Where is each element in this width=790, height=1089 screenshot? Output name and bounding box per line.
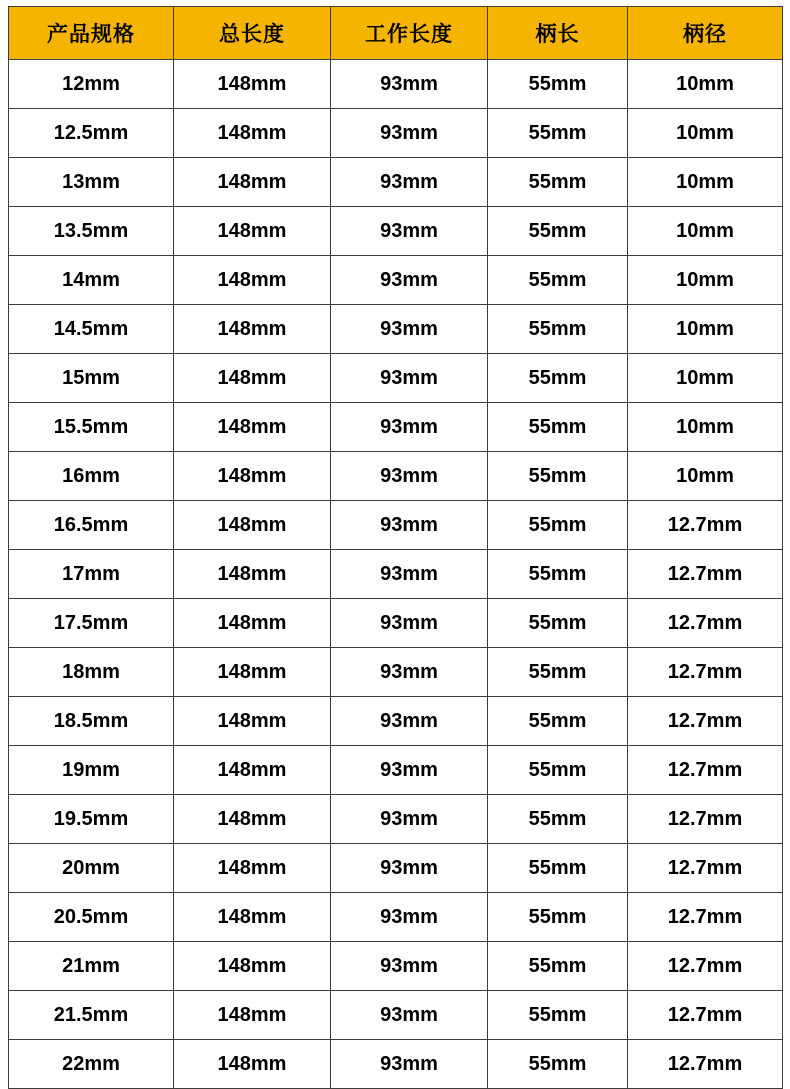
table-row: [9, 403, 783, 452]
cell-working-length: 93mm: [331, 795, 488, 844]
cell-product-spec: 13.5mm: [9, 207, 174, 256]
cell-working-length: 93mm: [331, 452, 488, 501]
cell-shank-length: 55mm: [488, 746, 628, 795]
cell-shank-length: 55mm: [488, 158, 628, 207]
column-header-product-spec: 产品规格: [9, 7, 174, 60]
table-row: [9, 256, 783, 305]
cell-product-spec: 12mm: [9, 60, 174, 109]
cell-shank-length: 55mm: [488, 207, 628, 256]
cell-shank-diameter: 12.7mm: [628, 697, 783, 746]
column-header-working-length: 工作长度: [331, 7, 488, 60]
cell-product-spec: 21.5mm: [9, 991, 174, 1040]
table-row: [9, 648, 783, 697]
cell-product-spec: 15mm: [9, 354, 174, 403]
specification-table: [8, 6, 783, 1089]
cell-working-length: 93mm: [331, 501, 488, 550]
cell-shank-length: 55mm: [488, 795, 628, 844]
cell-total-length: 148mm: [174, 795, 331, 844]
cell-working-length: 93mm: [331, 746, 488, 795]
cell-working-length: 93mm: [331, 403, 488, 452]
cell-product-spec: 16mm: [9, 452, 174, 501]
cell-shank-length: 55mm: [488, 452, 628, 501]
column-header-shank-diameter: 柄径: [628, 7, 783, 60]
cell-product-spec: 15.5mm: [9, 403, 174, 452]
cell-shank-length: 55mm: [488, 697, 628, 746]
cell-shank-diameter: 12.7mm: [628, 1040, 783, 1089]
cell-working-length: 93mm: [331, 256, 488, 305]
cell-total-length: 148mm: [174, 207, 331, 256]
cell-shank-length: 55mm: [488, 501, 628, 550]
table-row: [9, 501, 783, 550]
cell-shank-length: 55mm: [488, 844, 628, 893]
table-row: [9, 354, 783, 403]
cell-shank-length: 55mm: [488, 893, 628, 942]
cell-product-spec: 16.5mm: [9, 501, 174, 550]
cell-shank-diameter: 12.7mm: [628, 746, 783, 795]
cell-shank-length: 55mm: [488, 648, 628, 697]
cell-total-length: 148mm: [174, 550, 331, 599]
cell-shank-length: 55mm: [488, 1040, 628, 1089]
cell-total-length: 148mm: [174, 109, 331, 158]
cell-shank-diameter: 10mm: [628, 305, 783, 354]
cell-total-length: 148mm: [174, 501, 331, 550]
cell-product-spec: 14.5mm: [9, 305, 174, 354]
cell-shank-diameter: 12.7mm: [628, 795, 783, 844]
cell-shank-length: 55mm: [488, 256, 628, 305]
table-row: [9, 795, 783, 844]
cell-total-length: 148mm: [174, 354, 331, 403]
table-body: [9, 60, 783, 1089]
cell-product-spec: 17.5mm: [9, 599, 174, 648]
cell-shank-diameter: 12.7mm: [628, 648, 783, 697]
cell-working-length: 93mm: [331, 942, 488, 991]
cell-working-length: 93mm: [331, 305, 488, 354]
table-row: [9, 991, 783, 1040]
cell-shank-diameter: 10mm: [628, 60, 783, 109]
table-row: [9, 305, 783, 354]
cell-shank-length: 55mm: [488, 109, 628, 158]
cell-shank-diameter: 12.7mm: [628, 893, 783, 942]
cell-working-length: 93mm: [331, 599, 488, 648]
column-header-total-length: 总长度: [174, 7, 331, 60]
cell-product-spec: 18mm: [9, 648, 174, 697]
cell-working-length: 93mm: [331, 844, 488, 893]
cell-working-length: 93mm: [331, 697, 488, 746]
cell-working-length: 93mm: [331, 354, 488, 403]
table-row: [9, 746, 783, 795]
cell-product-spec: 19mm: [9, 746, 174, 795]
cell-product-spec: 18.5mm: [9, 697, 174, 746]
cell-working-length: 93mm: [331, 60, 488, 109]
cell-working-length: 93mm: [331, 1040, 488, 1089]
cell-shank-diameter: 12.7mm: [628, 991, 783, 1040]
cell-shank-diameter: 12.7mm: [628, 599, 783, 648]
cell-product-spec: 13mm: [9, 158, 174, 207]
cell-shank-length: 55mm: [488, 305, 628, 354]
table-header-row: [9, 7, 783, 60]
cell-shank-diameter: 12.7mm: [628, 942, 783, 991]
cell-shank-length: 55mm: [488, 599, 628, 648]
cell-total-length: 148mm: [174, 452, 331, 501]
cell-total-length: 148mm: [174, 305, 331, 354]
cell-product-spec: 20.5mm: [9, 893, 174, 942]
cell-working-length: 93mm: [331, 550, 488, 599]
table-header: [9, 7, 783, 60]
cell-total-length: 148mm: [174, 697, 331, 746]
cell-product-spec: 19.5mm: [9, 795, 174, 844]
cell-product-spec: 12.5mm: [9, 109, 174, 158]
cell-product-spec: 21mm: [9, 942, 174, 991]
table-row: [9, 942, 783, 991]
table-row: [9, 1040, 783, 1089]
table-row: [9, 844, 783, 893]
cell-shank-diameter: 10mm: [628, 354, 783, 403]
table-row: [9, 207, 783, 256]
table-row: [9, 60, 783, 109]
cell-shank-diameter: 12.7mm: [628, 550, 783, 599]
cell-shank-diameter: 12.7mm: [628, 844, 783, 893]
cell-shank-diameter: 12.7mm: [628, 501, 783, 550]
cell-shank-diameter: 10mm: [628, 158, 783, 207]
cell-shank-diameter: 10mm: [628, 256, 783, 305]
cell-working-length: 93mm: [331, 109, 488, 158]
cell-total-length: 148mm: [174, 158, 331, 207]
cell-shank-diameter: 10mm: [628, 452, 783, 501]
cell-total-length: 148mm: [174, 1040, 331, 1089]
cell-total-length: 148mm: [174, 256, 331, 305]
cell-product-spec: 22mm: [9, 1040, 174, 1089]
table-row: [9, 599, 783, 648]
cell-working-length: 93mm: [331, 893, 488, 942]
cell-shank-length: 55mm: [488, 550, 628, 599]
cell-shank-length: 55mm: [488, 354, 628, 403]
cell-product-spec: 20mm: [9, 844, 174, 893]
table-row: [9, 550, 783, 599]
table-row: [9, 697, 783, 746]
table-row: [9, 109, 783, 158]
cell-working-length: 93mm: [331, 207, 488, 256]
cell-total-length: 148mm: [174, 746, 331, 795]
cell-product-spec: 17mm: [9, 550, 174, 599]
cell-shank-length: 55mm: [488, 403, 628, 452]
cell-total-length: 148mm: [174, 403, 331, 452]
cell-shank-diameter: 10mm: [628, 109, 783, 158]
cell-total-length: 148mm: [174, 599, 331, 648]
cell-product-spec: 14mm: [9, 256, 174, 305]
column-header-shank-length: 柄长: [488, 7, 628, 60]
cell-total-length: 148mm: [174, 844, 331, 893]
cell-total-length: 148mm: [174, 991, 331, 1040]
cell-shank-length: 55mm: [488, 60, 628, 109]
cell-shank-length: 55mm: [488, 942, 628, 991]
cell-working-length: 93mm: [331, 648, 488, 697]
cell-total-length: 148mm: [174, 942, 331, 991]
cell-total-length: 148mm: [174, 60, 331, 109]
table-row: [9, 452, 783, 501]
table-row: [9, 158, 783, 207]
cell-working-length: 93mm: [331, 991, 488, 1040]
cell-shank-length: 55mm: [488, 991, 628, 1040]
cell-total-length: 148mm: [174, 893, 331, 942]
cell-total-length: 148mm: [174, 648, 331, 697]
cell-shank-diameter: 10mm: [628, 403, 783, 452]
table-row: [9, 893, 783, 942]
cell-shank-diameter: 10mm: [628, 207, 783, 256]
cell-working-length: 93mm: [331, 158, 488, 207]
